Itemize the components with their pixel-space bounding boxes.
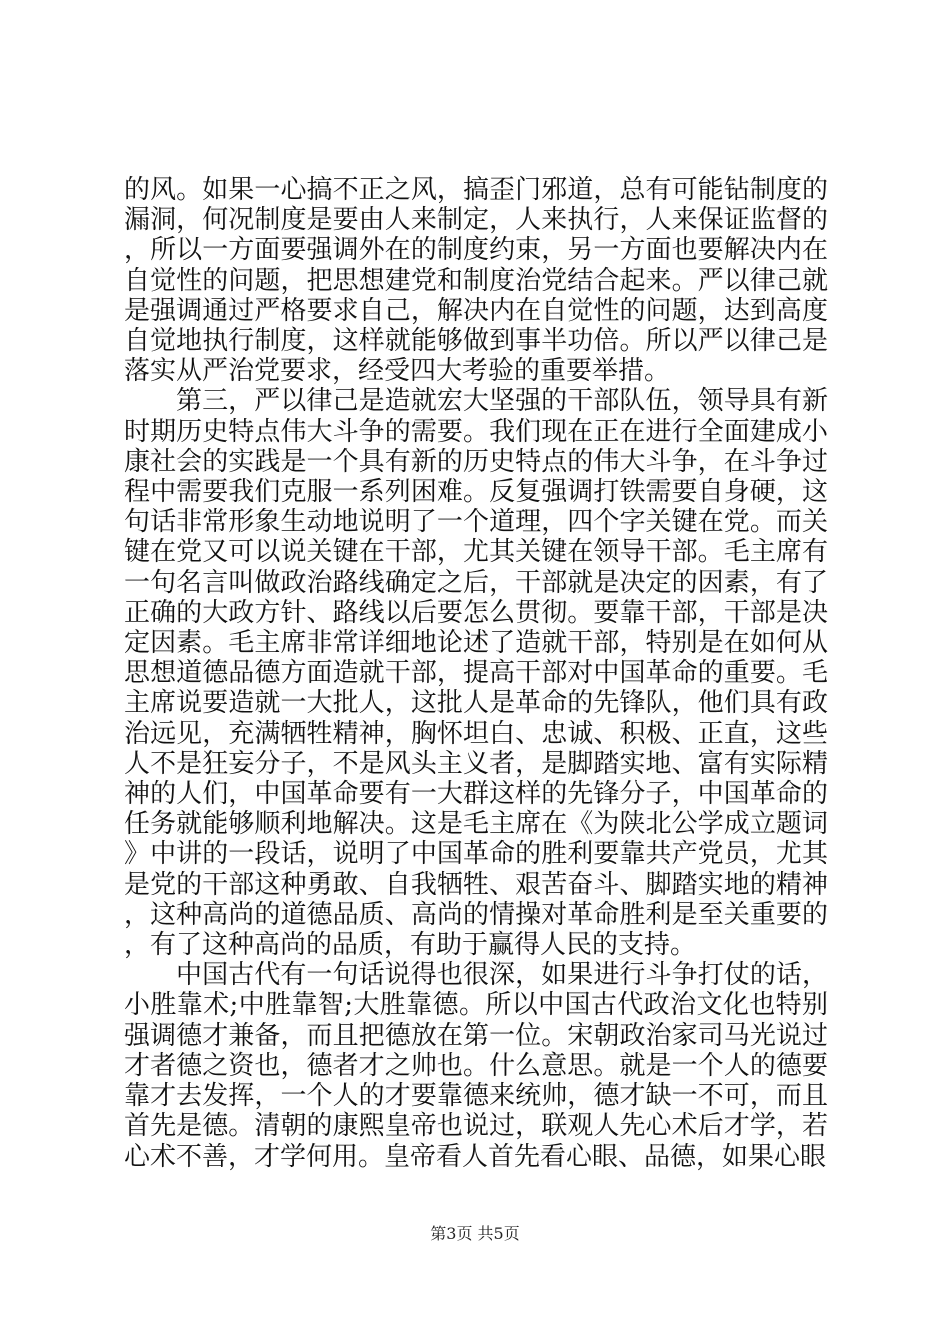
document-body: [124, 175, 828, 1172]
page-footer: 第3页 共5页: [430, 1224, 520, 1243]
paragraph-3: 中国古代有一句话说得也很深，如果进行斗争打仗的话，小胜靠术;中胜靠智;大胜靠德。所以中国古代政治文化也特别强调德才兼备，而且把德放在第一位。宋朝政治家司马光说过才者德之资也，德者才之帅也。什么意思。就是一个人的德要靠才去发挥，一个人的才要靠德来统帅，德才缺一不可，而且首先是德。清朝的康熙皇帝也说过，联观人先心术后才学，若心术不善，才学何用。皇帝看人首先看心眼、品德，如果心眼: [124, 960, 828, 1172]
paragraph-1: 的风。如果一心搞不正之风，搞歪门邪道，总有可能钻制度的漏洞，何况制度是要由人来制定，人来执行，人来保证监督的，所以一方面要强调外在的制度约束，另一方面也要解决内在自觉性的问题，把思想建党和制度治党结合起来。严以律己就是强调通过严格要求自己，解决内在自觉性的问题，达到高度自觉地执行制度，这样就能够做到事半功倍。所以严以律己是落实从严治党要求，经受四大考验的重要举措。: [124, 175, 828, 387]
paragraph-2: 第三，严以律己是造就宏大坚强的干部队伍，领导具有新时期历史特点伟大斗争的需要。我们现在正在进行全面建成小康社会的实践是一个具有新的历史特点的伟大斗争，在斗争过程中需要我们克服一系列困难。反复强调打铁需要自身硬，这句话非常形象生动地说明了一个道理，四个字关键在党。而关键在党又可以说关键在干部，尤其关键在领导干部。毛主席有一句名言叫做政治路线确定之后，干部就是决定的因素，有了正确的大政方针、路线以后要怎么贯彻。要靠干部，干部是决定因素。毛主席非常详细地论述了造就干部，特别是在如何从思想道德品德方面造就干部，提高干部对中国革命的重要。毛主席说要造就一大批人，这批人是革命的先锋队，他们具有政治远见，充满牺牲精神，胸怀坦白、忠诚、积极、正直，这些人不是狂妄分子，不是风头主义者，是脚踏实地、富有实际精神的人们，中国革命要有一大群这样的先锋分子，中国革命的任务就能够顺利地解决。这是毛主席在《为陕北公学成立题词》中讲的一段话，说明了中国革命的胜利要靠共产党员，尤其是党的干部这种勇敢、自我牺牲、艰苦奋斗、脚踏实地的精神，这种高尚的道德品质、高尚的情操对革命胜利是至关重要的，有了这种高尚的品质，有助于赢得人民的支持。: [124, 386, 828, 961]
